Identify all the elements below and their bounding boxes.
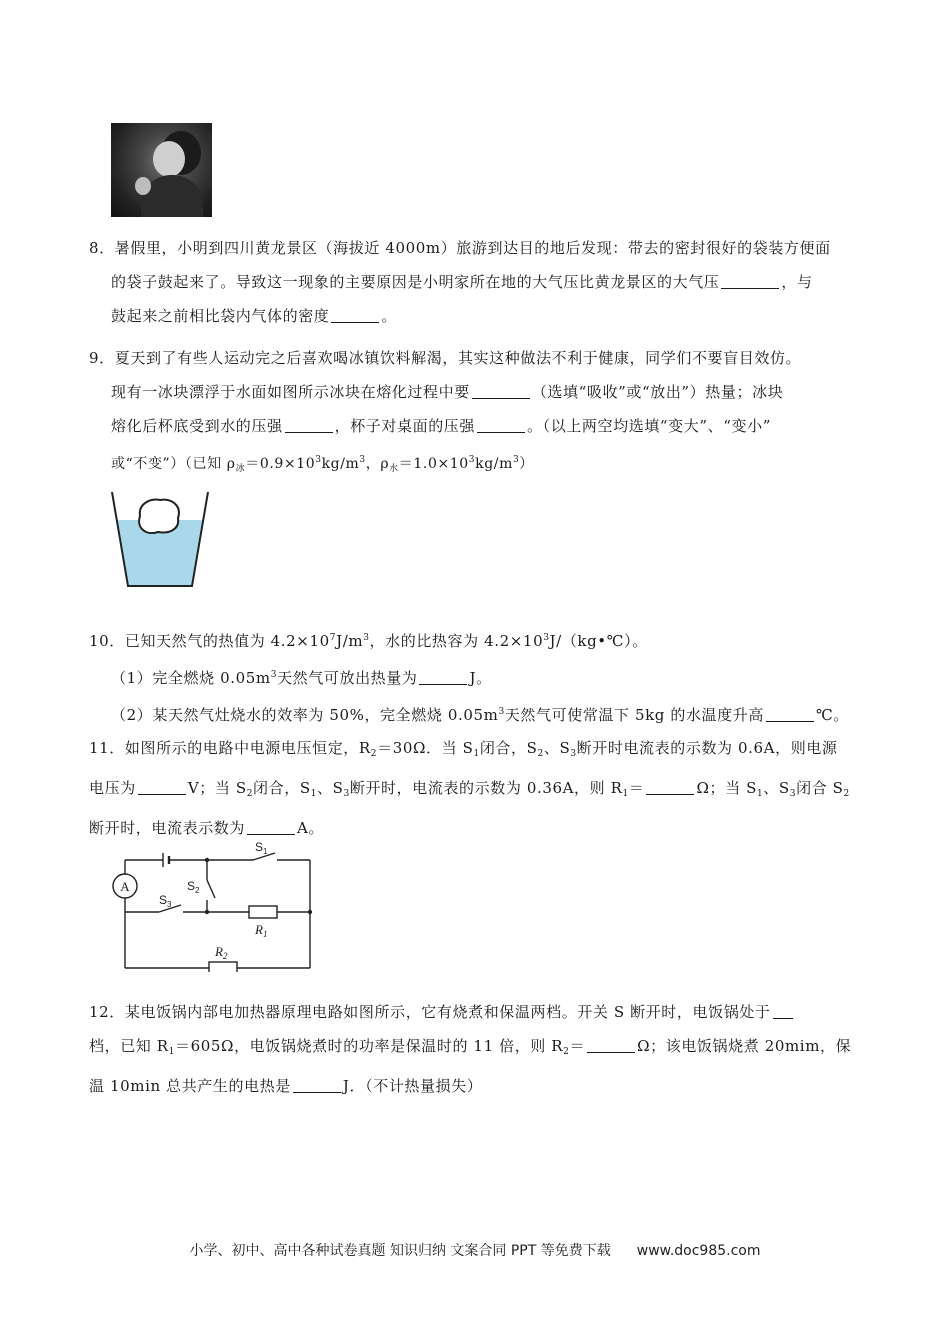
q12-blank-2[interactable] (587, 1034, 635, 1053)
q10-blank-1[interactable] (419, 666, 467, 685)
q12-blank-1[interactable] (773, 1000, 793, 1019)
girl-drinking-photo (111, 123, 212, 217)
q11-line3: 断开时，电流表示数为 A。 (89, 811, 850, 845)
q10-part2: （2）某天然气灶烧水的效率为 50%，完全燃烧 $0.05m^3$天然气可使常温下 5kg 的水温度升高 ℃。 (89, 695, 849, 732)
question-12 (89, 995, 851, 1103)
q8-line1: 8．暑假里，小明到四川黄龙景区（海拔近 4000m）旅游到达目的地后发现：带去的密封很好的袋装方便面 (89, 239, 831, 257)
q11-line2: 电压为 V；当 $S_2$闭合，$S_1$、$S_3$断开时，电流表的示数为 0.36A，则 $R_1= \Omega$；当 $S_1$、$S_3$闭合 $S_2$ (89, 771, 850, 811)
r2-label: $R_2$ (215, 944, 228, 961)
q11-blank-2[interactable] (646, 776, 694, 795)
q10-blank-2[interactable] (766, 703, 814, 722)
q10-part1: （1）完全燃烧 $0.05m^3$天然气可放出热量为 J。 (89, 658, 849, 695)
q11-blank-3[interactable] (247, 816, 295, 835)
question-8 (89, 231, 831, 333)
s1-label: $S_1$ (255, 840, 268, 856)
q12-line1: 12．某电饭锅内部电加热器原理电路如图所示，它有烧煮和保温两档。开关 S 断开时，电饭锅处于 (89, 995, 851, 1029)
circuit-diagram (105, 836, 320, 972)
q8-blank-1[interactable] (721, 270, 779, 289)
junction-dot (205, 910, 209, 914)
q8-line2: 的袋子鼓起来了。导致这一现象的主要原因是小明家所在地的大气压比黄龙景区的大气压 ，与 (89, 265, 831, 299)
q12-line2: 档，已知 $R_1=605\Omega$，电饭锅烧煮时的功率是保温时的 11 倍，则 $R_2= \Omega$；该电饭锅烧煮 20mim，保 (89, 1029, 851, 1069)
s2-label: $S_2$ (187, 879, 200, 895)
q9-line3: 熔化后杯底受到水的压强 ，杯子对桌面的压强 。（以上两空均选填“变大”、“变小” (89, 409, 801, 443)
ammeter-label: A (120, 879, 130, 894)
resistor-r2 (209, 962, 237, 972)
q8-line3: 鼓起来之前相比袋内气体的密度 。 (89, 299, 831, 333)
q8-blank-2[interactable] (331, 304, 379, 323)
ice-cube (139, 500, 179, 533)
resistor-r1 (249, 906, 277, 918)
footer-url[interactable]: www.doc985.com (636, 1243, 761, 1259)
question-10 (89, 621, 849, 732)
s3-label: $S_3$ (159, 893, 172, 909)
q11-line1: 11．如图所示的电路中电源电压恒定，$R_2=30\Omega$．当 $S_1$闭合，$S_2$、$S_3$断开时电流表的示数为 0.6A，则电源 (89, 739, 838, 759)
page-footer (0, 1240, 950, 1260)
junction-dot (308, 910, 312, 914)
cup-with-ice-figure (110, 490, 210, 590)
r1-label: $R_1$ (255, 922, 268, 939)
q9-blank-3[interactable] (477, 414, 525, 433)
q9-line4: 或“不变”）（已知 $\rho_冰=0.9\times 10^3kg/m^3$，$\rho_水=1.0\times 10^3kg/m^3$） (111, 455, 534, 474)
q9-blank-1[interactable] (472, 380, 530, 399)
q12-blank-3[interactable] (293, 1074, 341, 1093)
q12-line3: 温 10min 总共产生的电热是 J．（不计热量损失） (89, 1069, 851, 1103)
q10-line1: 10．已知天然气的热值为 $4.2\times 10^7J/m^3$，水的比热容为 $4.2\times 10^3J/(kg•℃)$。 (89, 632, 648, 650)
footer-text: 小学、初中、高中各种试卷真题 知识归纳 文案合同 PPT 等免费下载 (189, 1243, 611, 1259)
junction-dot (205, 858, 209, 862)
q9-blank-2[interactable] (285, 414, 333, 433)
question-11 (89, 731, 850, 845)
q9-line1: 9．夏天到了有些人运动完之后喜欢喝冰镇饮料解渴，其实这种做法不利于健康，同学们不要盲目效仿。 (89, 349, 802, 367)
question-9 (89, 341, 801, 486)
q11-blank-1[interactable] (138, 776, 186, 795)
q9-line2: 现有一冰块漂浮于水面如图所示冰块在熔化过程中要 （选填“吸收”或“放出”）热量；冰块 (89, 375, 801, 409)
